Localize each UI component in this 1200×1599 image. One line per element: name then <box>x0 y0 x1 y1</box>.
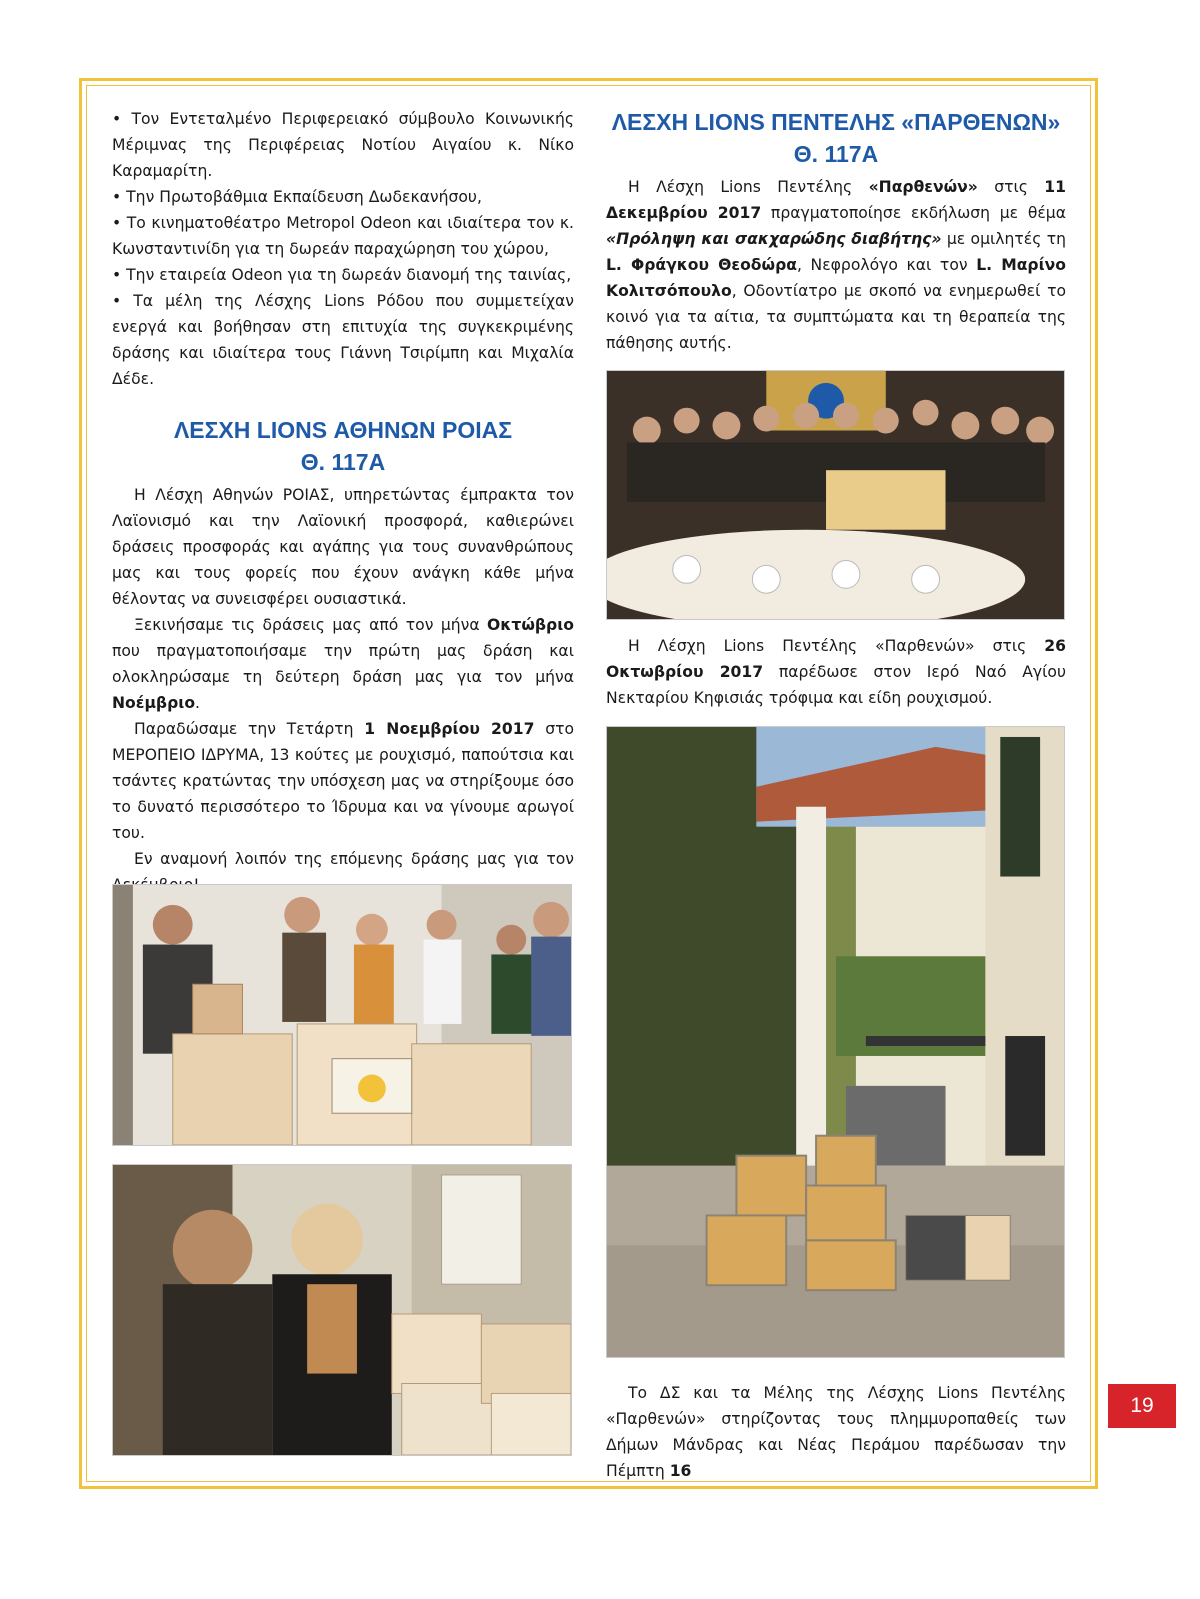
penteli-paragraph-3 <box>606 1380 1066 1484</box>
text-run: πραγματοποίησε εκδήλωση με θέμα <box>761 204 1066 222</box>
heading-roias-line1: ΛΕΣΧΗ LIONS ΑΘΗΝΩΝ ΡΟΙΑΣ <box>173 417 513 443</box>
text-bold: 16 <box>669 1462 692 1480</box>
heading-penteli-line2: Θ. 117Α <box>793 141 879 167</box>
photo-two-women-boxes <box>112 1164 572 1456</box>
text-bold: L. Μαρίνο Κολιτσόπουλο <box>606 256 1066 300</box>
photo-two-women-boxes-image <box>113 1165 571 1455</box>
text-run: παρέδωσε στον Ιερό Ναό Αγίου Νεκταρίου Κηφισιάς τρόφιμα και είδη ρουχισμού. <box>606 663 1066 707</box>
text-run: με ομιλητές τη <box>941 230 1066 248</box>
text-run: Ξεκινήσαμε τις δράσεις μας από τον μήνα <box>134 616 488 634</box>
photo-donation-boxes-group-image <box>113 885 571 1145</box>
roias-paragraph-3 <box>112 716 574 846</box>
text-run: στις <box>977 178 1045 196</box>
text-bold: 1 Νοεμβρίου 2017 <box>364 720 535 738</box>
text-run: , Οδοντίατρο με σκοπό να ενημερωθεί το κοινό για τα αίτια, τα συμπτώματα και τη θεραπεία της πάθησης αυτής. <box>606 282 1066 352</box>
text-bold: Νοέμβριο <box>112 694 196 712</box>
roias-article <box>112 482 574 898</box>
photo-donation-boxes-group <box>112 884 572 1146</box>
text-run: , Νεφρολόγο και τον <box>796 256 977 274</box>
penteli-paragraph-1 <box>606 174 1066 356</box>
text-bold: Οκτώβριο <box>487 616 574 634</box>
photo-dinner-event <box>606 370 1065 620</box>
text-bold: 26 Οκτωβρίου 2017 <box>606 637 1066 681</box>
thanks-item: • Τα μέλη της Λέσχης Lions Ρόδου που συμμετείχαν ενεργά και βοήθησαν στη επιτυχία της συγκεκριμένης δράσης και ιδιαίτερα τους Γιάννη Τσιρίμπη και Μιχαλία Δέδε. <box>112 292 574 388</box>
thanks-item: • Τον Εντεταλμένο Περιφερειακό σύμβουλο Κοινωνικής Μέριμνας της Περιφέρειας Νοτίου Αιγαίου κ. Νίκο Καραμαρίτη. <box>112 110 574 180</box>
penteli-paragraph-2 <box>606 633 1066 711</box>
text-run: στο ΜΕΡΟΠΕΙΟ ΙΔΡΥΜΑ, 13 κούτες με ρουχισμό, παπούτσια και τσάντες κρατώντας την υπόσχεση μας να στηρίξουμε όσο το δυνατό περισσότερο το Ίδρυμα και να γίνουμε αρωγοί του. <box>112 720 575 842</box>
thanks-item: • Το κινηματοθέατρο Metropol Odeon και ιδιαίτερα τον κ. Κωνσταντινίδη για τη δωρεάν παραχώρηση του χώρου, <box>112 214 574 258</box>
text-run: που πραγματοποιήσαμε την πρώτη μας δράση και ολοκληρώσαμε τη δεύτερη δράση μας για τον μήνα <box>112 642 574 686</box>
section-heading-roias <box>112 414 574 478</box>
thanks-item: • Την Πρωτοβάθμια Εκπαίδευση Δωδεκανήσου, <box>112 188 482 206</box>
text-bold: L. Φράγκου Θεοδώρα <box>606 256 797 274</box>
text-run: Το ΔΣ και τα Μέλης της Λέσχης Lions Πεντέλης «Παρθενών» στηρίζοντας τους πλημμυροπαθείς των Δήμων Μάνδρας και Νέας Περάμου παρέδωσαν την Πέμπτη <box>606 1384 1066 1480</box>
thanks-list <box>112 106 574 392</box>
thanks-item: • Την εταιρεία Odeon για τη δωρεάν διανομή της ταινίας, <box>112 266 572 284</box>
text-bold: 11 Δεκεμβρίου 2017 <box>606 178 1066 222</box>
text-bold-italic: «Πρόληψη και σακχαρώδης διαβήτης» <box>606 230 942 248</box>
text-bold: «Παρθενών» <box>868 178 978 196</box>
heading-roias-line2: Θ. 117Α <box>300 449 386 475</box>
text-run: Παραδώσαμε την Τετάρτη <box>134 720 365 738</box>
photo-church-donation-boxes-image <box>607 727 1064 1357</box>
photo-church-donation-boxes <box>606 726 1065 1358</box>
roias-paragraph-2 <box>112 612 574 716</box>
page-number: 19 <box>1108 1384 1176 1428</box>
section-heading-penteli <box>606 106 1066 170</box>
right-column <box>606 106 1066 356</box>
roias-paragraph-4: Εν αναμονή λοιπόν της επόμενης δράσης μας για τον <box>134 850 574 868</box>
photo-dinner-event-image <box>607 371 1064 619</box>
heading-penteli-line1: ΛΕΣΧΗ LIONS ΠΕΝΤΕΛΗΣ «ΠΑΡΘΕΝΩΝ» <box>611 109 1061 135</box>
text-run: Η Λέσχη Lions Πεντέλης <box>628 178 869 196</box>
penteli-article <box>606 174 1066 356</box>
text-run: Η Λέσχη Lions Πεντέλης «Παρθενών» στις <box>628 637 1045 655</box>
roias-paragraph-1: Η Λέσχη Αθηνών ΡΟΙΑΣ, υπηρετώντας έμπρακτα τον Λαϊονισμό και την Λαϊονική προσφορά, καθιερώνει δράσεις προσφοράς και αγάπης για τους συνανθρώπους μας και τους φορείς που έχουν ανάγκη κάθε μήνα θέλοντας να συνεισφέρει ουσιαστικά. <box>112 486 574 608</box>
text-run: . <box>195 694 201 712</box>
left-column <box>112 106 574 898</box>
